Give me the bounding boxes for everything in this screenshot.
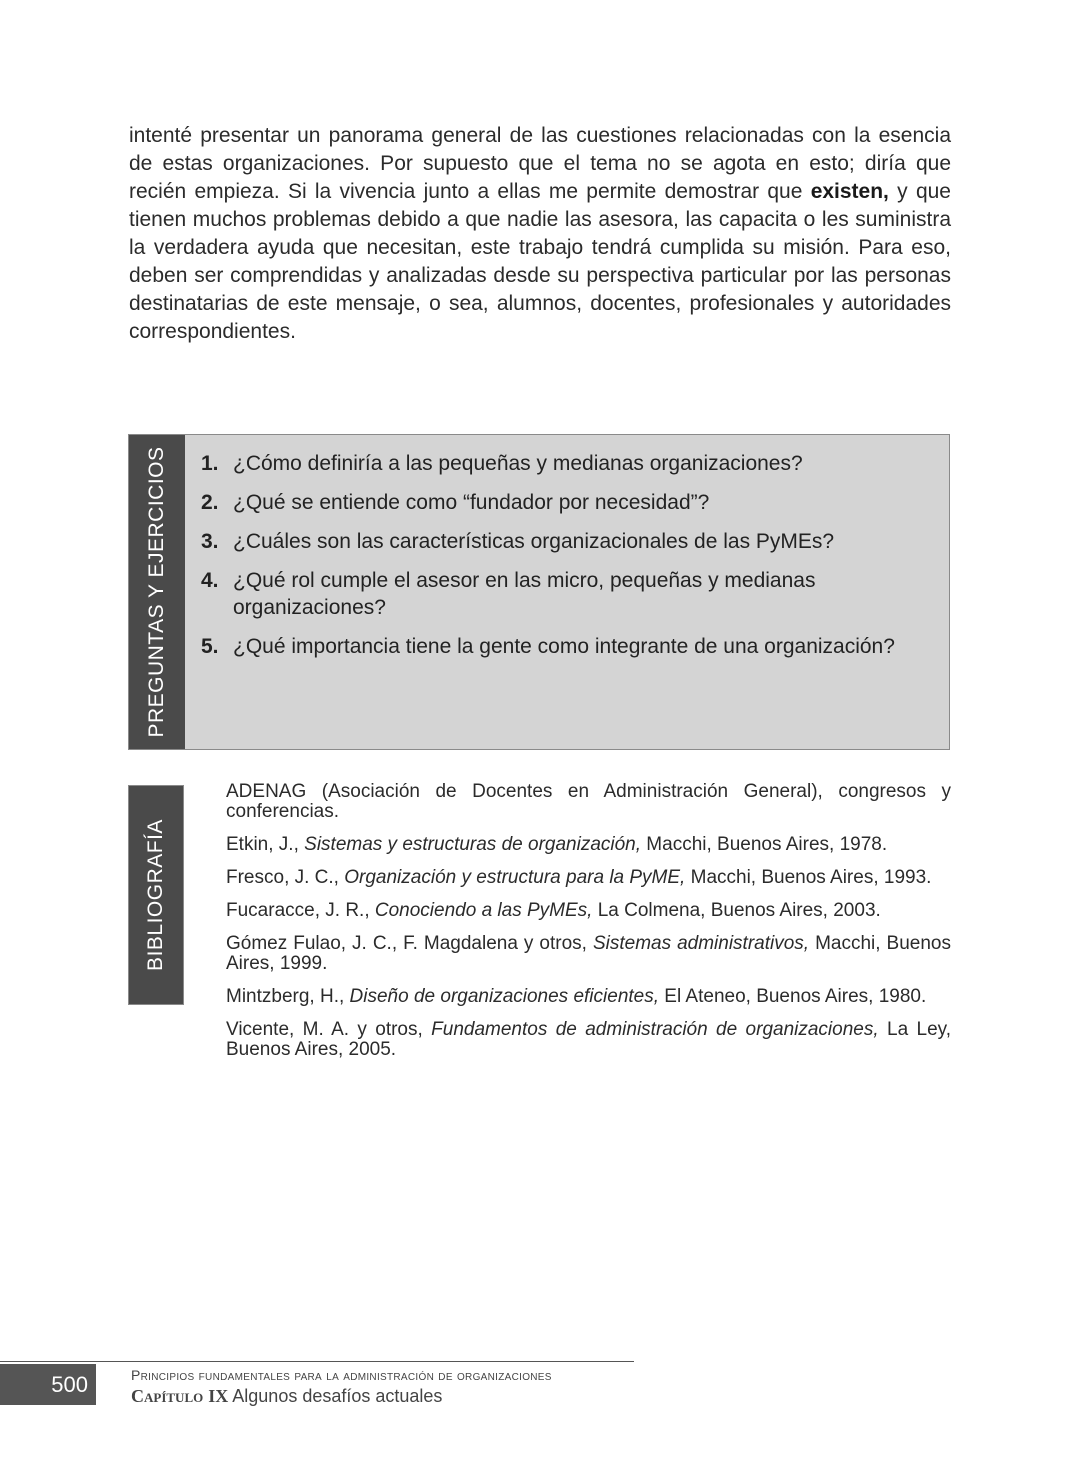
intro-bold-word: existen, <box>810 180 889 203</box>
exercise-text: ¿Qué importancia tiene la gente como integrante de una organización? <box>233 635 895 658</box>
bibliography-label: BIBLIOGRAFÍA <box>144 819 167 971</box>
bibliography-entry <box>226 901 951 921</box>
entry-title: Conociendo a las PyMEs, <box>374 900 593 921</box>
page-number: 500 <box>51 1371 88 1397</box>
entry-title: Sistemas administrativos, <box>592 933 810 954</box>
exercise-text: ¿Qué se entiende como “fundador por necesidad”? <box>233 491 710 514</box>
intro-paragraph <box>129 122 951 346</box>
exercise-text: ¿Qué rol cumple el asesor en las micro, pequeñas y medianas organizaciones? <box>233 569 816 619</box>
exercise-number: 5. <box>201 635 219 658</box>
entry-authors: Mintzberg, H., <box>226 986 350 1007</box>
entry-authors: Etkin, J., <box>226 834 305 855</box>
exercises-box <box>128 434 950 750</box>
bibliography-entry <box>226 835 951 855</box>
footer-divider <box>0 1361 634 1362</box>
entry-title: Diseño de organizaciones eficientes, <box>349 986 660 1007</box>
exercises-label: PREGUNTAS Y EJERCICIOS <box>145 446 168 738</box>
exercise-item <box>201 528 931 555</box>
entry-authors: Gómez Fulao, J. C., F. Magdalena y otros, <box>226 933 593 954</box>
exercise-text: ¿Cuáles son las características organizacionales de las PyMEs? <box>233 530 835 553</box>
chapter-label: Capítulo <box>131 1386 204 1406</box>
footer-chapter <box>131 1386 442 1407</box>
bibliography-entry <box>226 987 951 1007</box>
page-number-box <box>0 1364 96 1405</box>
entry-authors: ADENAG (Asociación de Docentes en Administración General), congresos y conferencias. <box>226 781 951 822</box>
exercises-side-tab <box>129 435 185 749</box>
exercise-number: 4. <box>201 569 219 592</box>
entry-publisher: La Ley, Buenos Aires, 2005. <box>226 1019 951 1060</box>
chapter-number: IX <box>208 1386 229 1406</box>
entry-authors: Vicente, M. A. y otros, <box>226 1019 432 1040</box>
exercise-number: 2. <box>201 491 219 514</box>
chapter-title: Algunos desafíos actuales <box>232 1386 443 1406</box>
entry-publisher: Macchi, Buenos Aires, 1999. <box>226 933 952 974</box>
intro-text-start: intenté presentar un panorama general de las cuestiones relacionadas con la esencia de estas organizaciones. Por supuesto que el tema no se agota en esto; diría que recién empieza. Si la vivencia junto a ellas me permite demostrar que <box>129 124 951 203</box>
entry-authors: Fresco, J. C., <box>226 867 345 888</box>
bibliography-entry <box>226 868 951 888</box>
bibliography-side-tab <box>128 785 184 1005</box>
intro-text-end: y que tienen muchos problemas debido a que nadie las asesora, las capacita o les suministra la verdadera ayuda que necesitan, este trabajo tendrá cumplida su misión. Para eso, deben ser comprendidas y analizadas desde su perspectiva particular por las personas destinatarias de este mensaje, o sea, alumnos, docentes, profesionales y autoridades correspondientes. <box>129 180 951 343</box>
exercise-item <box>201 567 931 621</box>
exercise-item <box>201 450 931 477</box>
exercise-number: 3. <box>201 530 219 553</box>
exercise-number: 1. <box>201 452 219 475</box>
exercise-item <box>201 633 931 660</box>
bibliography-entry <box>226 1020 951 1060</box>
entry-publisher: Macchi, Buenos Aires, 1993. <box>685 867 932 888</box>
entry-authors: Fucaracce, J. R., <box>226 900 375 921</box>
entry-title: Organización y estructura para la PyME, <box>344 867 686 888</box>
bibliography-entry <box>226 934 951 974</box>
exercise-text: ¿Cómo definiría a las pequeñas y medianas organizaciones? <box>233 452 803 475</box>
entry-title: Sistemas y estructuras de organización, <box>304 834 642 855</box>
footer-book-title: Principios fundamentales para la administración de organizaciones <box>131 1367 552 1383</box>
exercises-list <box>201 450 931 672</box>
bibliography-entry <box>226 782 951 822</box>
entry-publisher: Macchi, Buenos Aires, 1978. <box>641 834 888 855</box>
exercise-item <box>201 489 931 516</box>
bibliography-list <box>226 782 951 1073</box>
entry-publisher: El Ateneo, Buenos Aires, 1980. <box>659 986 927 1007</box>
entry-title: Fundamentos de administración de organizaciones, <box>431 1019 879 1040</box>
entry-publisher: La Colmena, Buenos Aires, 2003. <box>592 900 881 921</box>
